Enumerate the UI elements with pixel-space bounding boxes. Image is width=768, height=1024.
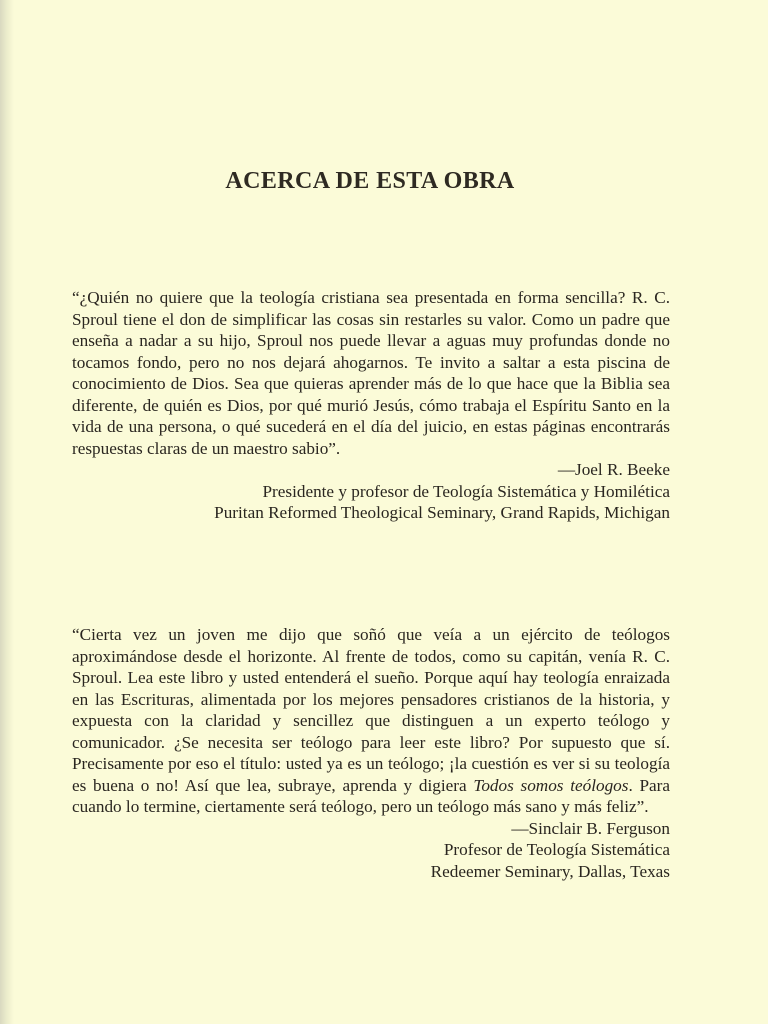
quote-line: Porque aquí hay teología enraizada en las Escrituras, alimentada por: [72, 668, 671, 709]
quote-line: sucederá en el día del juicio, en estas páginas encontrarás respuestas: [72, 417, 670, 458]
book-title: Todos somos teólogos: [473, 775, 629, 795]
quote-line: es ver si su teología es buena o no! Así que lea, subraye, aprenda y: [72, 754, 671, 795]
endorsement-quote: [72, 287, 670, 459]
quote-line: digiera: [418, 775, 474, 795]
endorsement-role: [72, 839, 670, 861]
quote-line: aproximándose desde el horizonte. Al frente de todos, como su: [72, 646, 523, 666]
page-title: ACERCA DE ESTA OBRA: [225, 168, 515, 194]
quote-line: Precisamente por eso el título: usted ya es un teólogo; ¡la cuestión: [72, 754, 529, 773]
quote-line: “Cierta vez un joven me dijo que soñó que veía a un ejército de teólogos: [72, 625, 670, 644]
quote-line: cómo trabaja el Espíritu Santo en la vida de una persona, o qué: [72, 395, 671, 436]
quote-line: . Para cuando lo termine, ciertamente: [72, 775, 671, 816]
endorsement-ferguson: [72, 624, 670, 882]
author-name: —Sinclair B. Ferguson: [511, 818, 670, 838]
quote-line: los mejores pensadores cristianos de la historia, y expuesta con la: [72, 689, 670, 730]
quote-line: su valor. Como un padre que enseña a nadar a su hijo, Sproul nos: [72, 309, 670, 350]
quote-line: ¿Se necesita ser teólogo para leer este libro? Por supuesto que sí.: [173, 732, 671, 752]
quote-line: capitán, venía R. C. Sproul. Lea este libro y usted entenderá el sueño.: [72, 646, 670, 687]
quote-line: será teólogo, pero un teólogo más sano y más feliz”.: [289, 797, 649, 816]
endorsement-role: Presidente y profesor de Teología Sistemática y Homilética: [262, 481, 670, 501]
quote-line: sencilla? R. C. Sproul tiene el don de simplificar las cosas sin restarles: [72, 288, 670, 329]
quote-line: pero no nos dejará ahogarnos. Te invito a saltar a esta piscina de: [188, 352, 670, 372]
endorsement-institution: Puritan Reformed Theological Seminary, Grand Rapids, Michigan: [214, 503, 670, 522]
endorsement-author: —Joel R. Beeke: [557, 460, 670, 479]
institution-text: Redeemer Seminary, Dallas, Texas: [430, 861, 670, 881]
quote-line: claridad y sencillez que distinguen a un experto teólogo y comunicador.: [72, 711, 671, 752]
quote-line: conocimiento de Dios. Sea que quieras aprender más de lo que hace: [72, 374, 549, 393]
quote-line: claras de un maestro sabio”.: [146, 438, 341, 458]
quote-line: “¿Quién no quiere que la teología cristiana sea presentada en forma: [72, 288, 559, 307]
page-edge: [0, 0, 14, 1024]
endorsement-beeke: [72, 287, 670, 524]
quote-line: que la Biblia sea diferente, de quién es Dios, por qué murió Jesús,: [72, 374, 670, 415]
endorsement-institution: [72, 861, 670, 883]
endorsement-author: [72, 818, 670, 840]
role-text: Profesor de Teología Sistemática: [443, 840, 670, 859]
endorsement-quote: [72, 624, 670, 818]
quote-line: puede llevar a aguas muy profundas donde no tocamos fondo,: [72, 331, 670, 372]
